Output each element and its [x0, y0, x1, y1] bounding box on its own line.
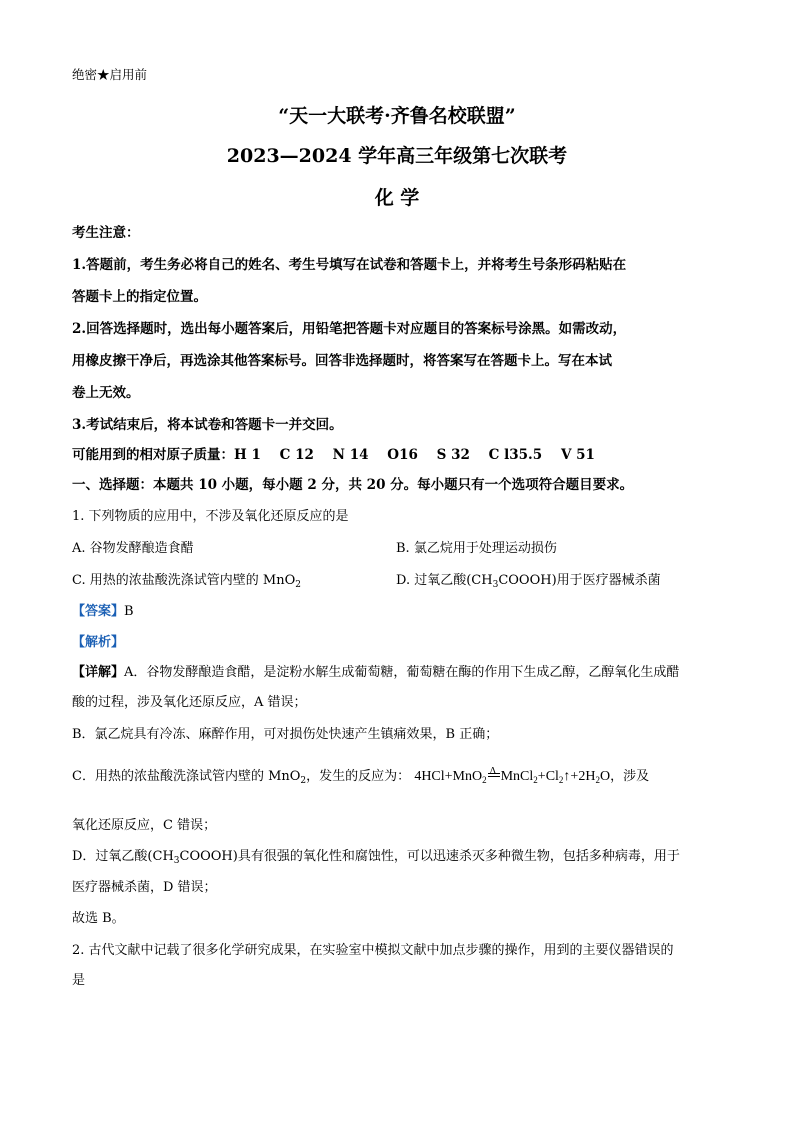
q1-option-b: B. 氯乙烷用于处理运动损伤: [396, 541, 557, 556]
answer-value: B: [124, 604, 134, 619]
answer-tag: 【答案】: [72, 604, 125, 619]
notice-item-3: 3.考试结束后，将本试卷和答题卡一并交回。: [72, 417, 343, 433]
notice-heading: 考生注意：: [72, 225, 140, 241]
q1-analysis-tag: 【解析】: [72, 635, 125, 650]
q1-detail-a1: 【详解】A．谷物发酵酿造食醋，是淀粉水解生成葡萄糖，葡萄糖在酶的作用下生成乙醇，乙醇氧化生成醋: [72, 665, 680, 680]
q2-stem-b: 是: [72, 973, 86, 988]
q1-detail-d1: D．过氧乙酸$(CH_3COOOH)$具有很强的氧化性和腐蚀性，可以迅速杀灭多种微生物，包括多种病毒，用于: [72, 849, 680, 866]
q1-detail-b: B．氯乙烷具有冷冻、麻醉作用，可对损伤处快速产生镇痛效果，B 正确；: [72, 727, 499, 742]
notice-item-2c: 卷上无效。: [72, 385, 140, 401]
q1-stem: 1. 下列物质的应用中，不涉及氧化还原反应的是: [72, 509, 349, 524]
notice-item-2a: 2.回答选择题时，选出每小题答案后，用铅笔把答题卡对应题目的答案标号涂黑。如需改动，: [72, 321, 627, 337]
exam-title-year: 2023—2024 学年高三年级第七次联考: [226, 145, 568, 167]
q1-option-d: D. 过氧乙酸$(CH_3COOOH)$用于医疗器械杀菌: [396, 573, 661, 590]
notice-item-1a: 1.答题前，考生务必将自己的姓名、考生号填写在试卷和答题卡上，并将考生号条形码粘贴在: [72, 257, 627, 273]
reaction-equation: 4HCl+MnO$_2$ Δ $MnCl_2+Cl_2↑+2H_2O$: [414, 766, 611, 785]
q2-stem-a: 2. 古代文献中记载了很多化学研究成果，在实验室中模拟文献中加点步骤的操作，用到的主要仪器错误的: [72, 943, 674, 958]
equals-with-heat: Δ: [488, 773, 500, 777]
q1-conclusion: 故选 B。: [72, 911, 125, 926]
q1-detail-d2: 医疗器械杀菌，D 错误；: [72, 880, 217, 895]
notice-item-1b: 答题卡上的指定位置。: [72, 289, 207, 305]
section-1-heading: 一、选择题：本题共 10 小题，每小题 2 分，共 20 分。每小题只有一个选项符合题目要求。: [72, 477, 634, 493]
secret-label: 绝密★启用前: [72, 67, 148, 82]
q1-detail-c2: 氧化还原反应，C 错误；: [72, 818, 217, 833]
q1-detail-a2: 酸的过程，涉及氧化还原反应，A 错误；: [72, 695, 307, 710]
q1-answer: [72, 603, 134, 621]
q1-option-a: A. 谷物发酵酿造食醋: [72, 541, 194, 556]
exam-title-alliance: “天一大联考·齐鲁名校联盟”: [278, 105, 516, 127]
q1-option-c: C. 用热的浓盐酸洗涤试管内壁的 MnO$_2$: [72, 573, 301, 590]
notice-item-2b: 用橡皮擦干净后，再选涂其他答案标号。回答非选择题时，将答案写在答题卡上。写在本试: [72, 353, 612, 369]
exam-subject: 化 学: [374, 187, 420, 209]
atomic-masses: 可能用到的相对原子质量：H 1 C 12 N 14 O16 S 32 C l35.5 V 51: [72, 447, 595, 463]
q1-detail-c: C．用热的浓盐酸洗涤试管内壁的 MnO$_2$，发生的反应为： 4HCl+MnO$_2$ Δ $MnCl_2+Cl_2↑+2H_2O$，涉及: [72, 766, 650, 786]
